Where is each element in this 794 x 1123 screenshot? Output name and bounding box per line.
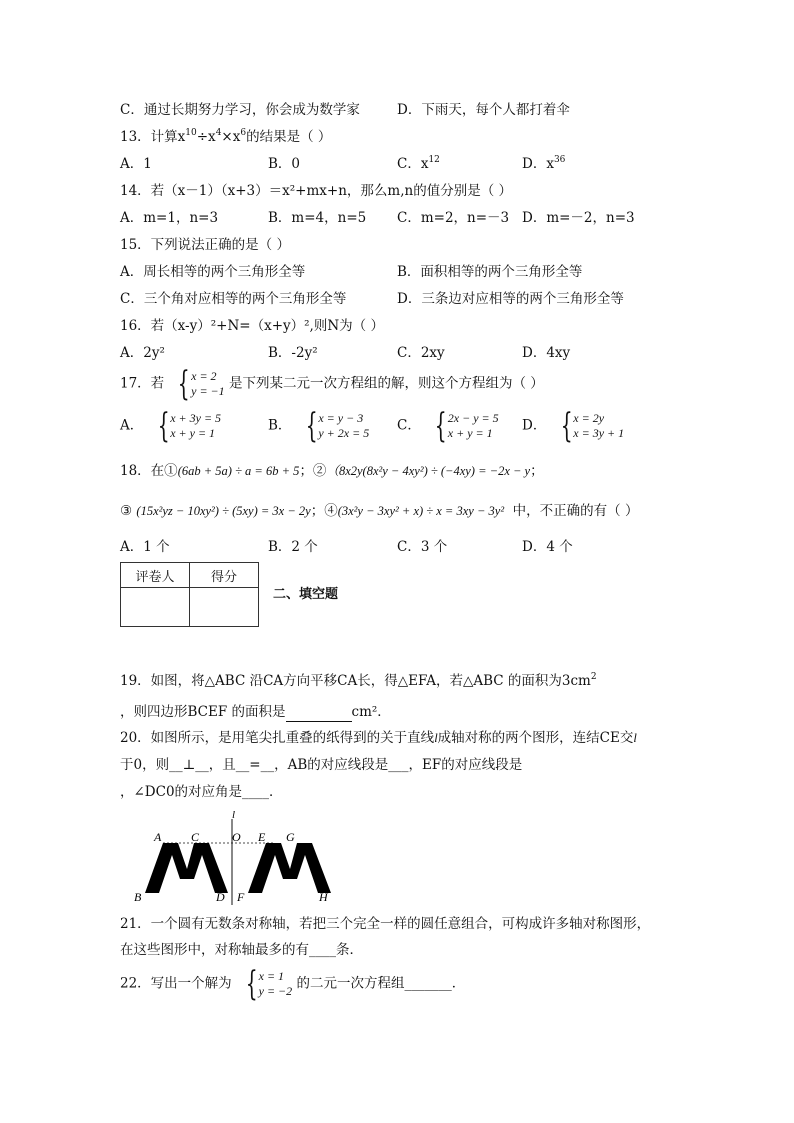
q18-option-b: B．2 个 [268,539,318,555]
q13-stem: 13．计算$x^{10}\div x^4\times x^6$的结果是（ ） [120,128,332,145]
q21-line2: 在这些图形中，对称轴最多的有____条． [120,942,363,958]
left-m-shape [145,843,228,893]
q15-option-a: A．周长相等的两个三角形全等 [120,264,306,280]
q13-option-a: A．1 [120,156,152,172]
q20-line2: 于0，则__⊥__，且__=__，AB的对应线段是___，EF的对应线段是 [120,757,523,773]
q19-answer-blank[interactable] [286,703,352,722]
q19-line2: ，则四边形BCEF 的面积是 cm²． [120,704,391,720]
q14-option-b: B．m=4，n=5 [268,210,367,226]
score-table-score-cell [190,588,259,627]
q17-option-d: D． { x = 2y x = 3y + 1 [522,406,625,446]
q13-option-b: B．0 [268,156,301,172]
q20-line3: ，∠DC0的对应角是____． [120,784,283,800]
q16-option-c: C．2xy [397,345,445,361]
label-g: G [286,830,295,844]
score-table [120,562,259,627]
q18-line1: 18．在①(6ab + 5a) ÷ a = 6b + 5；②（8x2y(8x²y − 4xy²) ÷ (−4xy) = −2x − y； [120,463,544,479]
q16-option-a: A．2y² [120,345,165,361]
q17-given-system: { x = 2 y = −1 [178,364,225,404]
q18-option-a: A．1 个 [120,539,170,555]
symmetry-figure [128,805,338,907]
section-title: 二、填空题 [273,587,339,602]
q13-option-c: C．$x^{12}$ [397,155,440,172]
q14-option-a: A．m=1，n=3 [120,210,219,226]
label-f: F [237,890,245,904]
label-a: A [154,830,162,844]
q15-option-d: D．三条边对应相等的两个三角形全等 [397,291,624,307]
q16-option-b: B．-2y² [268,345,318,361]
label-d: D [216,890,225,904]
q17-option-c: C． { 2x − y = 5 x + y = 1 [397,406,499,446]
q13-option-d: D．$x^{36}$ [522,155,566,172]
q15-stem: 15．下列说法正确的是（ ） [120,237,290,253]
q14-stem: 14．若（x－1）（x+3）＝x²+mx+n，那么m,n的值分别是（ ） [120,183,512,199]
q14-option-c: C．m=2，n=－3 [397,210,510,226]
label-h: H [319,890,328,904]
q16-option-d: D．4xy [522,345,571,361]
label-e: E [258,830,266,844]
q16-stem: 16．若（x-y）²+N=（x+y）²,则N为（ ） [120,318,384,334]
q15-option-c: C．三个角对应相等的两个三角形全等 [120,291,347,307]
q15-option-b: B．面积相等的两个三角形全等 [397,264,583,280]
q18-option-c: C．3 个 [397,539,448,555]
q18-option-d: D．4 个 [522,539,573,555]
q18-line2: ③ (15x²yz − 10xy²) ÷ (5xy) = 3x − 2y；④(3x²y − 3xy² + x) ÷ x = 3xy − 3y² 中，不正确的有（ ） [120,503,639,519]
label-l: l [232,809,236,821]
q17-option-b: B． { x = y − 3 y + 2x = 5 [268,406,370,446]
q17-stem: 17．若 { x = 2 y = −1 是下列某二元一次方程组的解，则这个方程组为（ ） [120,364,544,404]
label-o: O [232,830,241,844]
q12-option-d: D．下雨天，每个人都打着伞 [397,102,570,118]
q20-line1: 20．如图所示，是用笔尖扎重叠的纸得到的关于直线l成轴对称的两个图形，连结CE交l [120,730,637,746]
q21-line1: 21．一个圆有无数条对称轴，若把三个完全一样的圆任意组合，可构成许多轴对称图形， [120,916,651,932]
q19-line1: 19．如图，将△ABC 沿CA方向平移CA长，得△EFA，若△ABC 的面积为$3cm^2$ [120,672,597,689]
label-b: B [134,890,142,904]
q22-stem: 22．写出一个解为 { x = 1 y = −2 的二元一次方程组_______． [120,964,466,1004]
score-table-grader-cell [121,588,190,627]
q14-option-d: D．m=－2，n=3 [522,210,635,226]
score-table-header-score: 得分 [190,563,259,588]
q12-option-c: C．通过长期努力学习，你会成为数学家 [120,102,360,118]
q22-given-system: { x = 1 y = −2 [245,964,293,1004]
score-table-header-grader: 评卷人 [121,563,190,588]
right-m-shape [248,843,331,893]
label-c: C [191,830,200,844]
q17-option-a: A． { x + 3y = 5 x + y = 1 [120,406,222,446]
